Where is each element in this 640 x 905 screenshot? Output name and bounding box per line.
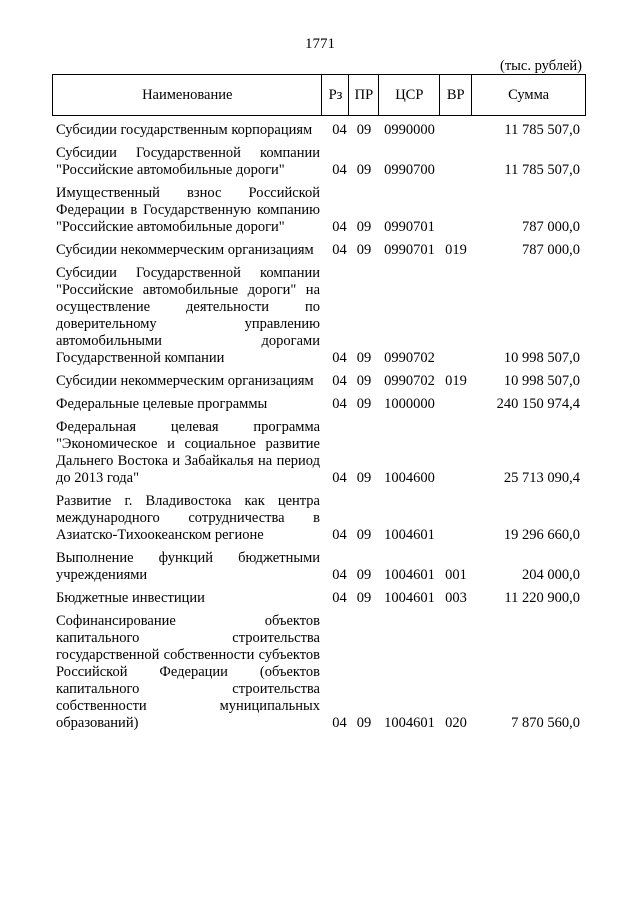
row-csr: 0990000 <box>384 122 435 138</box>
row-csr: 1004601 <box>384 527 435 543</box>
row-rz: 04 <box>332 242 347 258</box>
row-name: Бюджетные инвестиции <box>56 590 205 606</box>
row-rz: 04 <box>332 590 347 606</box>
row-csr: 0990700 <box>384 162 435 178</box>
row-pr: 09 <box>356 527 372 543</box>
header-sum: Сумма <box>472 75 586 115</box>
header-csr: ЦСР <box>379 75 440 115</box>
row-sum: 19 296 660,0 <box>503 527 580 543</box>
row-pr: 09 <box>356 219 372 235</box>
table-header <box>52 74 586 116</box>
row-name: Имущественный взнос Российской Федерации в Государственную компанию "Российские автомобильные дороги" <box>56 185 320 235</box>
row-name: Федеральные целевые программы <box>56 396 268 412</box>
row-name: Субсидии Государственной компании "Российские автомобильные дороги" на осуществление деятельности по доверительному управлению автомобильными дорогами Государственной компании <box>56 265 320 366</box>
row-csr: 1000000 <box>384 396 435 412</box>
row-name: Субсидии некоммерческим организациям <box>56 373 314 389</box>
row-name: Развитие г. Владивостока как центра международного сотрудничества в Азиатско-Тихоокеанском регионе <box>56 493 320 543</box>
table-row <box>52 590 586 607</box>
header-name: Наименование <box>53 75 322 115</box>
row-csr: 0990701 <box>384 219 435 235</box>
table-row <box>52 265 586 367</box>
units-label: (тыс. рублей) <box>500 58 582 74</box>
row-name: Софинансирование объектов капитального строительства государственной собственности субъектов Российской Федерации (объектов капитального строительства собственности муниципальных образований) <box>56 613 320 731</box>
row-sum: 787 000,0 <box>522 219 580 235</box>
table-body <box>52 122 586 732</box>
row-rz: 04 <box>332 350 347 366</box>
row-csr: 0990701 <box>384 242 435 258</box>
table-row <box>52 396 586 413</box>
row-pr: 09 <box>356 396 372 412</box>
row-rz: 04 <box>332 715 347 731</box>
row-rz: 04 <box>332 162 347 178</box>
row-vr: 001 <box>445 567 467 583</box>
row-vr: 020 <box>445 715 467 731</box>
budget-table <box>52 74 586 732</box>
row-sum: 204 000,0 <box>522 567 580 583</box>
row-sum: 787 000,0 <box>522 242 580 258</box>
row-sum: 240 150 974,4 <box>496 396 580 412</box>
row-csr: 0990702 <box>384 350 435 366</box>
row-pr: 09 <box>356 122 372 138</box>
page-number: 1771 <box>305 36 335 52</box>
row-csr: 1004601 <box>384 590 435 606</box>
table-row <box>52 122 586 139</box>
row-pr: 09 <box>356 350 372 366</box>
row-name: Федеральная целевая программа "Экономическое и социальное развитие Дальнего Востока и Забайкалья на период до 2013 года" <box>56 419 320 486</box>
table-row <box>52 242 586 259</box>
row-name: Субсидии государственным корпорациям <box>56 122 313 138</box>
row-sum: 25 713 090,4 <box>503 470 580 486</box>
header-vr: ВР <box>440 75 472 115</box>
table-row <box>52 613 586 732</box>
header-rz: Рз <box>322 75 349 115</box>
table-row <box>52 185 586 236</box>
table-row <box>52 419 586 487</box>
row-sum: 11 785 507,0 <box>504 162 580 178</box>
row-pr: 09 <box>356 470 372 486</box>
row-csr: 1004600 <box>384 470 435 486</box>
header-pr: ПР <box>349 75 379 115</box>
row-vr: 003 <box>445 590 467 606</box>
row-rz: 04 <box>332 527 347 543</box>
row-sum: 10 998 507,0 <box>503 373 580 389</box>
row-csr: 1004601 <box>384 715 435 731</box>
row-csr: 0990702 <box>384 373 435 389</box>
row-rz: 04 <box>332 219 347 235</box>
table-row <box>52 373 586 390</box>
table-row <box>52 145 586 179</box>
row-pr: 09 <box>356 242 372 258</box>
row-sum: 11 785 507,0 <box>504 122 580 138</box>
row-rz: 04 <box>332 396 347 412</box>
row-pr: 09 <box>356 590 372 606</box>
row-vr: 019 <box>445 373 467 389</box>
row-name: Субсидии Государственной компании "Российские автомобильные дороги" <box>56 145 320 178</box>
table-row <box>52 550 586 584</box>
row-sum: 11 220 900,0 <box>504 590 580 606</box>
row-sum: 10 998 507,0 <box>503 350 580 366</box>
row-sum: 7 870 560,0 <box>511 715 580 731</box>
row-pr: 09 <box>356 567 372 583</box>
row-name: Субсидии некоммерческим организациям <box>56 242 314 258</box>
table-row <box>52 493 586 544</box>
row-rz: 04 <box>332 373 347 389</box>
row-pr: 09 <box>356 162 372 178</box>
row-rz: 04 <box>332 122 347 138</box>
row-rz: 04 <box>332 470 347 486</box>
row-rz: 04 <box>332 567 347 583</box>
row-vr: 019 <box>445 242 467 258</box>
row-csr: 1004601 <box>384 567 435 583</box>
row-pr: 09 <box>356 715 372 731</box>
row-name: Выполнение функций бюджетными учреждениями <box>56 550 320 583</box>
row-pr: 09 <box>356 373 372 389</box>
